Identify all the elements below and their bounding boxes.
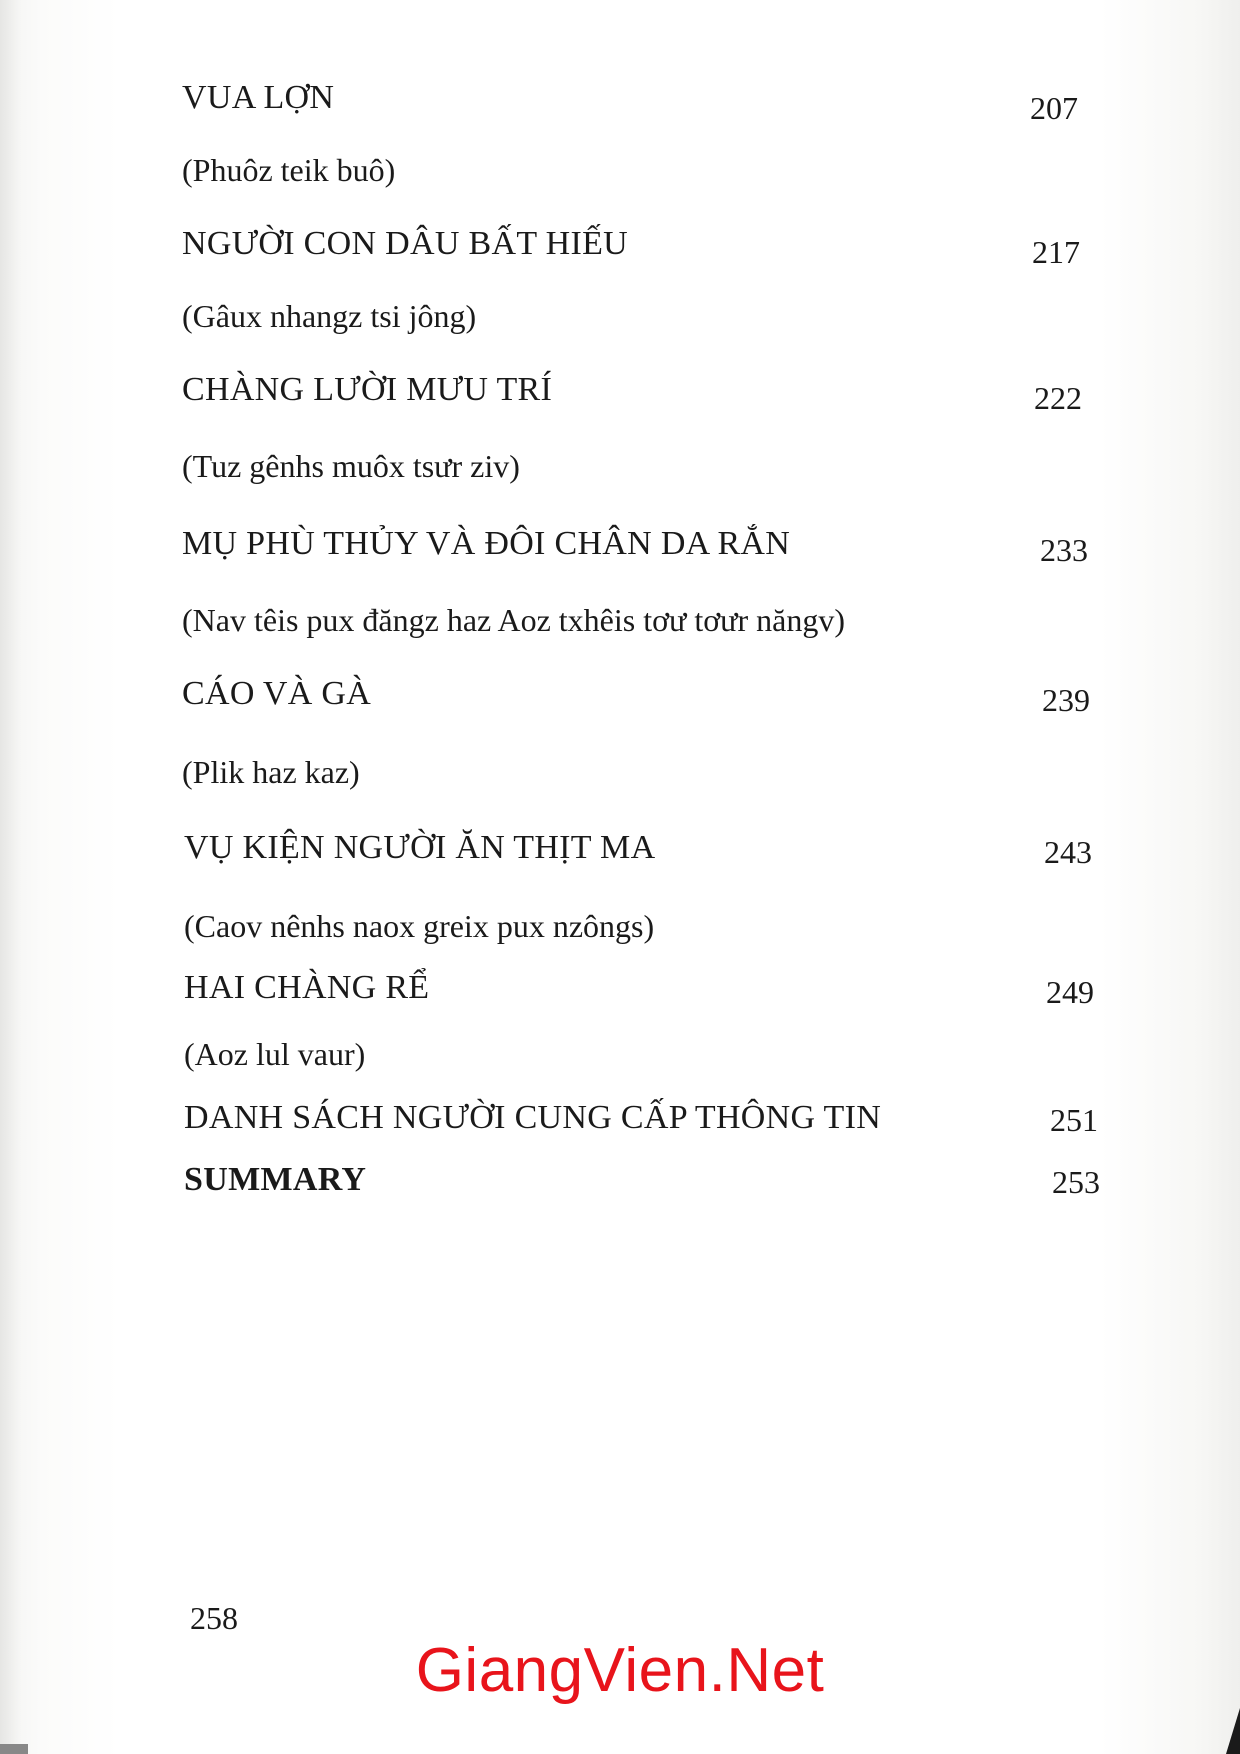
toc-entry-page: 233 <box>1040 532 1088 568</box>
scan-edge <box>0 1744 28 1754</box>
toc-entry-title: VỤ KIỆN NGƯỜI ĂN THỊT MA <box>184 829 656 866</box>
toc-entry-subtitle: (Gâux nhangz tsi jông) <box>182 298 477 334</box>
toc-entry-title: HAI CHÀNG RỂ <box>184 969 430 1006</box>
toc-entry-page: 251 <box>1050 1102 1098 1138</box>
toc-entry-page: 217 <box>1032 234 1080 270</box>
toc-entry-page: 253 <box>1052 1164 1100 1200</box>
toc-entry-page: 207 <box>1030 90 1078 126</box>
toc-entry-subtitle: (Phuôz teik buô) <box>182 152 396 188</box>
toc-entry-title: NGƯỜI CON DÂU BẤT HIẾU <box>182 225 628 262</box>
page-number: 258 <box>190 1600 238 1636</box>
toc-entry-title: DANH SÁCH NGƯỜI CUNG CẤP THÔNG TIN <box>184 1099 882 1136</box>
toc-entry-page: 222 <box>1034 380 1082 416</box>
toc-entry-title: CHÀNG LƯỜI MƯU TRÍ <box>182 371 553 408</box>
toc-entry-page: 239 <box>1042 682 1090 718</box>
toc-entry-title: SUMMARY <box>184 1161 367 1198</box>
toc-entry-title: VUA LỢN <box>182 79 335 116</box>
toc-entry-subtitle: (Tuz gênhs muôx tsưr ziv) <box>182 448 520 484</box>
toc-entry-page: 249 <box>1046 974 1094 1010</box>
toc-entry-subtitle: (Plik haz kaz) <box>182 754 360 790</box>
toc-entry-subtitle: (Aoz lul vaur) <box>184 1036 366 1072</box>
toc-entry-title: CÁO VÀ GÀ <box>182 675 372 712</box>
watermark-text: GiangVien.Net <box>415 1636 825 1705</box>
corner-mark <box>1226 1708 1240 1754</box>
toc-entry-subtitle: (Caov nênhs naox greix pux nzôngs) <box>184 908 655 944</box>
toc-entry-title: MỤ PHÙ THỦY VÀ ĐÔI CHÂN DA RẮN <box>182 525 791 562</box>
toc-entry-subtitle: (Nav têis pux đăngz haz Aoz txhêis tơư tơưr năngv) <box>182 602 846 638</box>
toc-entry-page: 243 <box>1044 834 1092 870</box>
